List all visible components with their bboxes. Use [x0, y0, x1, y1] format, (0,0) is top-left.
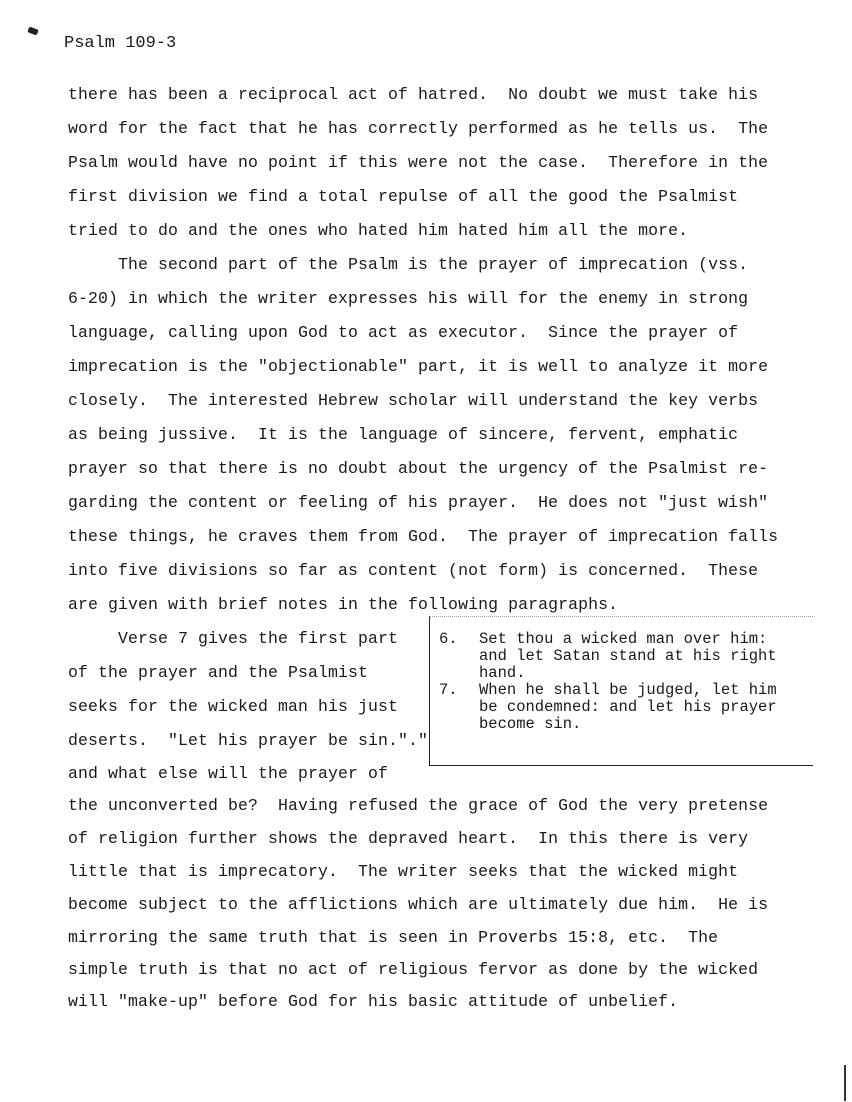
verse-line: be condemned: and let his prayer [479, 698, 777, 716]
body-line: into five divisions so far as content (not form) is concerned. These [68, 561, 759, 580]
body-line: The second part of the Psalm is the prayer of imprecation (vss. [68, 255, 749, 274]
body-line: word for the fact that he has correctly performed as he tells us. The [68, 119, 769, 138]
verse-line: and let Satan stand at his right [479, 647, 777, 665]
body-line: little that is imprecatory. The writer seeks that the wicked might [68, 862, 739, 881]
body-line: seeks for the wicked man his just [68, 697, 399, 716]
body-line: Psalm would have no point if this were not the case. Therefore in the [68, 153, 769, 172]
body-line: closely. The interested Hebrew scholar will understand the key verbs [68, 391, 759, 410]
body-line: there has been a reciprocal act of hatred. No doubt we must take his [68, 85, 759, 104]
body-line: are given with brief notes in the following paragraphs. [68, 595, 619, 614]
body-line: Verse 7 gives the first part [68, 629, 399, 648]
verse-line: become sin. [479, 715, 582, 733]
body-line: garding the content or feeling of his prayer. He does not "just wish" [68, 493, 769, 512]
body-line: tried to do and the ones who hated him hated him all the more. [68, 221, 689, 240]
body-line: will "make-up" before God for his basic attitude of unbelief. [68, 992, 679, 1011]
body-line: prayer so that there is no doubt about the urgency of the Psalmist re- [68, 459, 769, 478]
body-line: mirroring the same truth that is seen in Proverbs 15:8, etc. The [68, 928, 719, 947]
body-line: as being jussive. It is the language of sincere, fervent, emphatic [68, 425, 739, 444]
body-line: language, calling upon God to act as executor. Since the prayer of [68, 323, 739, 342]
scan-mark [27, 26, 38, 35]
scan-edge-mark [844, 1065, 846, 1101]
verse-number: 7. [439, 681, 458, 699]
body-line: and what else will the prayer of [68, 764, 389, 783]
verse-line: hand. [479, 664, 526, 682]
body-line: of religion further shows the depraved heart. In this there is very [68, 829, 749, 848]
verse-line: When he shall be judged, let him [479, 681, 777, 699]
verse-number: 6. [439, 630, 458, 648]
body-line: imprecation is the "objectionable" part, it is well to analyze it more [68, 357, 769, 376]
body-line: the unconverted be? Having refused the grace of God the very pretense [68, 796, 769, 815]
body-line: deserts. "Let his prayer be sin."." [68, 731, 429, 750]
body-line: first division we find a total repulse of all the good the Psalmist [68, 187, 739, 206]
body-line: 6-20) in which the writer expresses his will for the enemy in strong [68, 289, 749, 308]
body-line: become subject to the afflictions which are ultimately due him. He is [68, 895, 769, 914]
body-line: of the prayer and the Psalmist [68, 663, 369, 682]
body-line: simple truth is that no act of religious fervor as done by the wicked [68, 960, 759, 979]
body-line: these things, he craves them from God. The prayer of imprecation falls [68, 527, 779, 546]
verse-line: Set thou a wicked man over him: [479, 630, 768, 648]
page-header: Psalm 109-3 [64, 34, 177, 53]
